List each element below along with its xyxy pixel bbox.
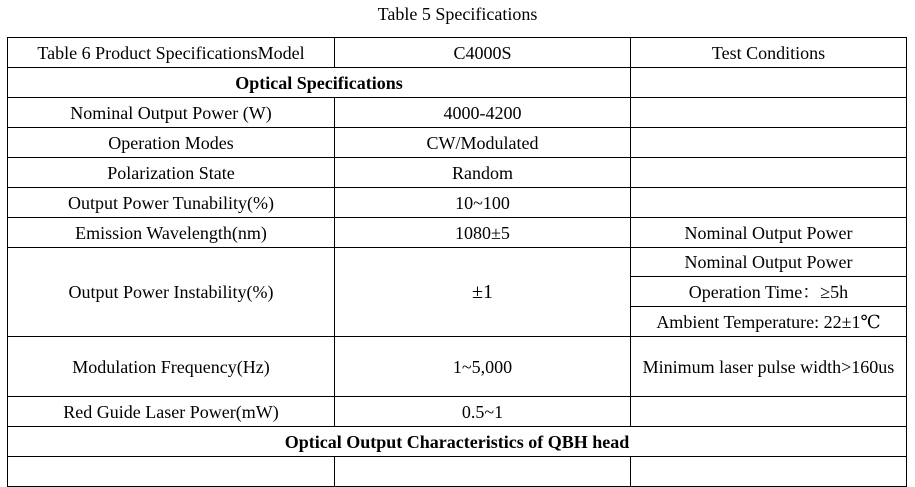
section-row-qbh xyxy=(8,427,907,457)
section-blank-cell xyxy=(631,68,907,98)
param-red-guide: Red Guide Laser Power(mW) xyxy=(8,397,335,427)
param-instability: Output Power Instability(%) xyxy=(8,248,335,337)
section-title-qbh: Optical Output Characteristics of QBH head xyxy=(8,427,907,457)
header-model-value: C4000S xyxy=(335,38,631,68)
param-tunability: Output Power Tunability(%) xyxy=(8,188,335,218)
table-row-modulation xyxy=(8,337,907,397)
value-tunability: 10~100 xyxy=(335,188,631,218)
condition-modulation: Minimum laser pulse width>160us xyxy=(631,337,907,397)
param-nominal-power: Nominal Output Power (W) xyxy=(8,98,335,128)
condition-red-guide xyxy=(631,397,907,427)
value-instability: ±1 xyxy=(335,248,631,337)
specifications-table xyxy=(7,37,907,487)
header-test-conditions: Test Conditions xyxy=(631,38,907,68)
param-wavelength: Emission Wavelength(nm) xyxy=(8,218,335,248)
condition-nominal-power xyxy=(631,98,907,128)
table-row-nominal-power xyxy=(8,98,907,128)
table-row-polarization xyxy=(8,158,907,188)
section-title-optical: Optical Specifications xyxy=(8,68,631,98)
condition-tunability xyxy=(631,188,907,218)
value-red-guide: 0.5~1 xyxy=(335,397,631,427)
header-model-label: Table 6 Product SpecificationsModel xyxy=(8,38,335,68)
table-row-operation-modes xyxy=(8,128,907,158)
table-row-red-guide xyxy=(8,397,907,427)
condition-instability-time: Operation Time：≥5h xyxy=(631,277,907,307)
table-row-partial xyxy=(8,457,907,487)
value-polarization: Random xyxy=(335,158,631,188)
table-row-tunability xyxy=(8,188,907,218)
partial-cell-2 xyxy=(335,457,631,487)
condition-polarization xyxy=(631,158,907,188)
condition-wavelength: Nominal Output Power xyxy=(631,218,907,248)
condition-instability-power: Nominal Output Power xyxy=(631,248,907,277)
table-row-wavelength xyxy=(8,218,907,248)
param-modulation: Modulation Frequency(Hz) xyxy=(8,337,335,397)
value-modulation: 1~5,000 xyxy=(335,337,631,397)
partial-cell-1 xyxy=(8,457,335,487)
param-polarization: Polarization State xyxy=(8,158,335,188)
value-wavelength: 1080±5 xyxy=(335,218,631,248)
condition-instability-temperature: Ambient Temperature: 22±1℃ xyxy=(631,307,907,337)
value-nominal-power: 4000-4200 xyxy=(335,98,631,128)
table-caption: Table 5 Specifications xyxy=(377,4,538,24)
partial-cell-3 xyxy=(631,457,907,487)
value-operation-modes: CW/Modulated xyxy=(335,128,631,158)
section-row-optical xyxy=(8,68,907,98)
table-row-instability xyxy=(8,248,907,277)
param-operation-modes: Operation Modes xyxy=(8,128,335,158)
condition-operation-modes xyxy=(631,128,907,158)
table-header-row xyxy=(8,38,907,68)
